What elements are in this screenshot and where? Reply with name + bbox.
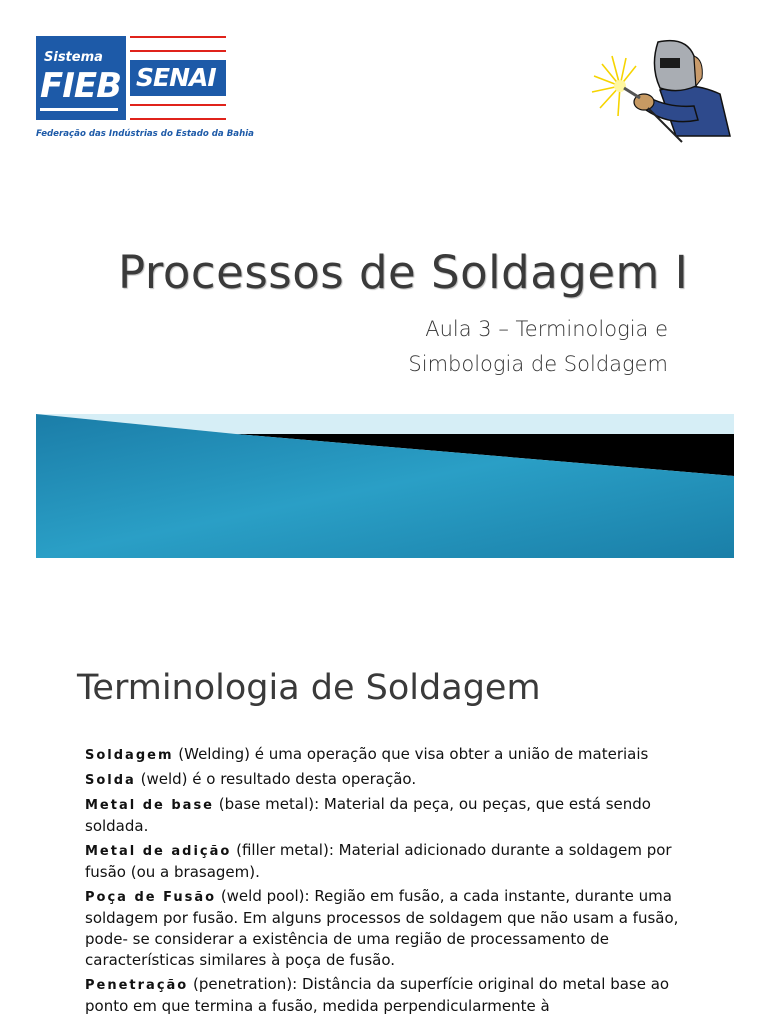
logo-fieb-text: FIEB <box>40 66 122 106</box>
definition-item <box>85 886 695 971</box>
welder-with-mask-icon <box>590 36 736 144</box>
definition-term: Soldagem <box>85 748 174 763</box>
definitions-list <box>85 744 695 1020</box>
definition-item <box>85 974 695 1017</box>
definition-term: Metal de adição <box>85 844 232 859</box>
definition-text: (base metal): Material da peça, ou peças, que está sendo soldada. <box>85 795 651 835</box>
logo-federacao-text: Federação das Indústrias do Estado da Bahia <box>36 129 254 139</box>
slide-terminology <box>0 640 768 1024</box>
logo-senai-text: SENAI <box>136 63 216 92</box>
section-title: Terminologia de Soldagem <box>77 668 541 708</box>
definition-term: Solda <box>85 773 136 788</box>
definition-term: Poça de Fusão <box>85 890 217 905</box>
definition-text: (penetration): Distância da superfície original do metal base ao ponto em que termina a fusão, medida perpendicularmente à <box>85 975 670 1015</box>
fieb-senai-logo <box>36 36 254 146</box>
definition-text: (filler metal): Material adicionado durante a soldagem por fusão (ou a brasagem). <box>85 841 672 881</box>
subtitle-line-2: Simbologia de Soldagem <box>408 352 668 376</box>
definition-item <box>85 794 695 837</box>
definition-item <box>85 769 695 791</box>
definition-text: (Welding) é uma operação que visa obter a união de materiais <box>173 745 649 763</box>
presentation-title: Processos de Soldagem I <box>118 246 689 299</box>
definition-item <box>85 744 695 766</box>
presentation-subtitle <box>408 312 668 382</box>
logo-underline <box>40 108 118 111</box>
definition-term: Metal de base <box>85 798 215 813</box>
logo-sistema-text: Sistema <box>44 50 103 65</box>
definition-item <box>85 840 695 883</box>
subtitle-line-1: Aula 3 – Terminologia e <box>425 317 668 341</box>
definition-term: Penetração <box>85 978 189 993</box>
definition-text: (weld pool): Região em fusão, a cada instante, durante uma soldagem por fusão. Em alguns processos de soldagem que não usam a fusão, pode- se considerar a existência de uma região de processamento de características similares à poça de fusão. <box>85 887 679 969</box>
decorative-banner <box>36 412 734 558</box>
definition-text: (weld) é o resultado desta operação. <box>135 770 417 788</box>
